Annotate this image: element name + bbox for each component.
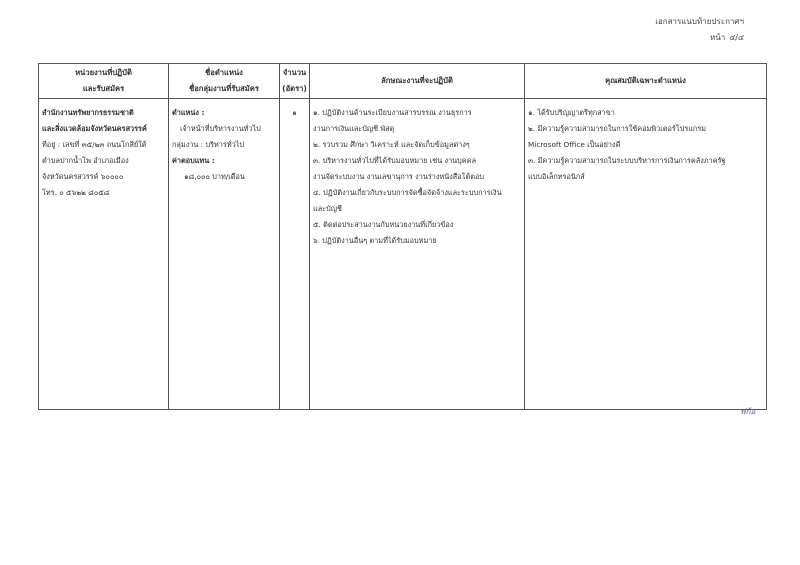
table-row <box>39 99 767 410</box>
count-cell <box>280 99 310 410</box>
col-header-qualifications: คุณสมบัติเฉพาะตำแหน่ง <box>525 64 767 99</box>
duties-cell <box>310 99 525 410</box>
recruitment-table <box>38 63 767 410</box>
qualifications-cell <box>525 99 767 410</box>
agency-address: จังหวัดนครสวรรค์ ๖๐๐๐๐ <box>42 172 124 181</box>
page-label: หน้า <box>709 33 726 42</box>
duty-item: ๓. บริหารงานทั่วไปที่ได้รับมอบหมาย เช่น งานบุคคล <box>313 156 477 165</box>
duty-item: งานการเงินและบัญชี พัสดุ <box>313 124 395 133</box>
pay-value: ๑๘,๐๐๐ บาท/เดือน <box>184 172 245 181</box>
position-label: ตำแหน่ง : <box>172 108 205 117</box>
duty-item: งานจัดระบบงาน งานเลขานุการ งานร่างหนังสือโต้ตอบ <box>313 172 485 181</box>
agency-address: ตำบลปากน้ำโพ อำเภอเมือง <box>42 156 129 165</box>
page-number: ๔/๔ <box>729 33 744 42</box>
position-cell <box>169 99 280 410</box>
group-text: กลุ่มงาน : บริหารทั่วไป <box>172 140 245 149</box>
qualification-item: ๒. มีความรู้ความสามารถในการใช้คอมพิวเตอร์โปรแกรม <box>528 124 707 133</box>
agency-name-line1: สำนักงานทรัพยากรธรรมชาติ <box>42 108 134 117</box>
attachment-note: เอกสารแนบท้ายประกาศฯ <box>655 17 744 26</box>
duty-item: ๒. รวบรวม ศึกษา วิเคราะห์ และจัดเก็บข้อมูลต่างๆ <box>313 140 470 149</box>
pay-label: ค่าตอบแทน : <box>172 156 215 165</box>
count-value: ๑ <box>292 108 297 117</box>
qualification-item: แบบอิเล็กทรอนิกส์ <box>528 172 585 181</box>
table-header-row <box>39 64 767 99</box>
duty-item: ๑. ปฏิบัติงานด้านระเบียบงานสารบรรณ งานธุรการ <box>313 108 472 117</box>
col-header-agency: หน่วยงานที่ปฏิบัติ และรับสมัคร <box>39 64 169 99</box>
page-indicator <box>706 31 744 44</box>
qualification-item: ๓. มีความรู้ความสามารถในระบบบริหารการเงินการคลังภาครัฐ <box>528 156 726 165</box>
agency-name-line2: และสิ่งแวดล้อมจังหวัดนครสวรรค์ <box>42 124 147 133</box>
col-header-count: จำนวน (อัตรา) <box>280 64 310 99</box>
qualification-item: ๑. ได้รับปริญญาตรีทุกสาขา <box>528 108 615 117</box>
handwritten-initials: ฟก้อ <box>740 407 756 416</box>
duty-item: ๕. ติดต่อประสานงานกับหน่วยงานที่เกี่ยวข้อง <box>313 220 454 229</box>
agency-phone: โทร. ๐ ๕๖๒๒ ๘๐๕๘ <box>42 188 110 197</box>
agency-address: ที่อยู่ : เลขที่ ๓๕/๒๓ ถนนโกสีย์ใต้ <box>42 140 147 149</box>
qualification-item: Microsoft Office เป็นอย่างดี <box>528 140 621 149</box>
position-value: เจ้าหน้าที่บริหารงานทั่วไป <box>180 124 261 133</box>
col-header-duties: ลักษณะงานที่จะปฏิบัติ <box>310 64 525 99</box>
duty-item: ๔. ปฏิบัติงานเกี่ยวกับระบบการจัดซื้อจัดจ้างและระบบการเงิน <box>313 188 502 197</box>
duty-item: ๖. ปฏิบัติงานอื่นๆ ตามที่ได้รับมอบหมาย <box>313 236 437 245</box>
duty-item: และบัญชี <box>313 204 342 213</box>
agency-cell <box>39 99 169 410</box>
col-header-position: ชื่อตำแหน่ง ชื่อกลุ่มงานที่รับสมัคร <box>169 64 280 99</box>
